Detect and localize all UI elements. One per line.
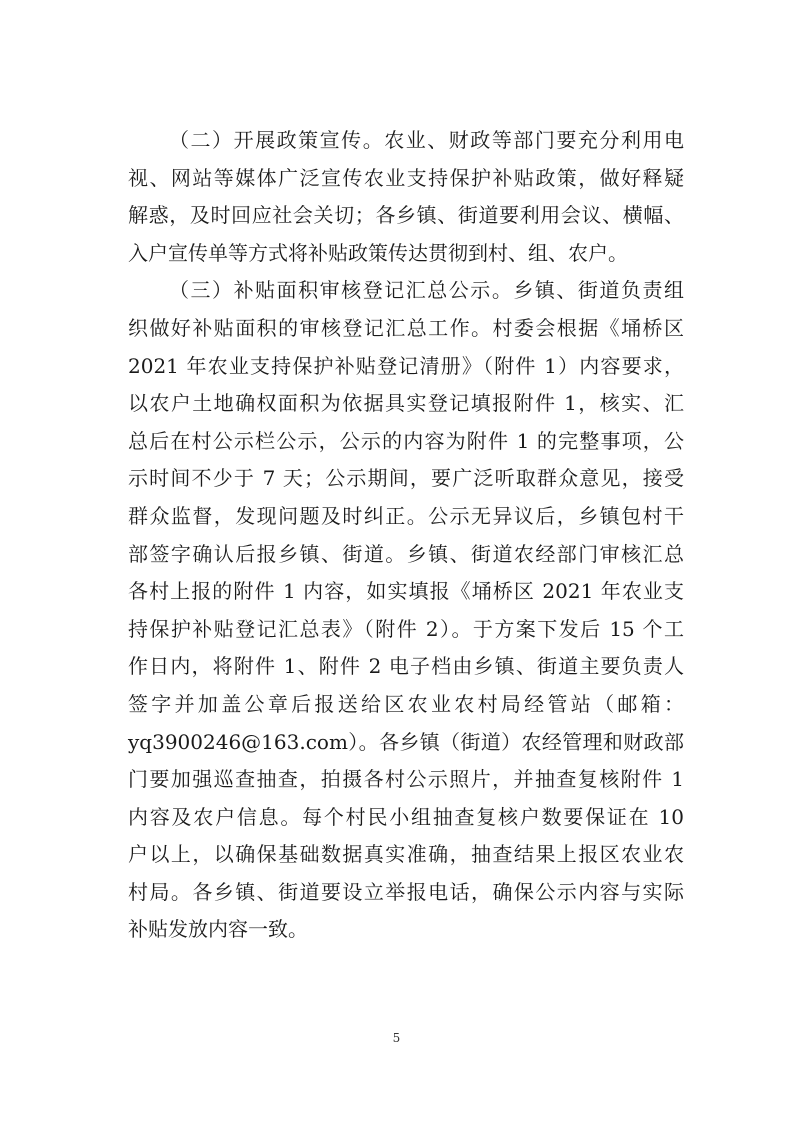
text-line: 各村上报的附件 1 内容，如实填报《埇桥区 2021 年农业支	[128, 579, 684, 604]
text-line: 视、网站等媒体广泛宣传农业支持保护补贴政策，做好释疑	[128, 165, 684, 190]
text-line: 签字并加盖公章后报送给区农业农村局经管站（邮箱：	[128, 691, 684, 716]
text-line: 群众监督，发现问题及时纠正。公示无异议后，乡镇包村干	[128, 503, 684, 528]
text-line: 户以上，以确保基础数据真实准确，抽查结果上报区农业农	[128, 842, 684, 867]
text-line: yq3900246@163.com）。各乡镇（街道）农经管理和财政部	[128, 729, 684, 754]
text-line: 入户宣传单等方式将补贴政策传达贯彻到村、组、农户。	[128, 240, 628, 265]
paragraph-publicity	[128, 122, 684, 272]
page-number: 5	[392, 1031, 401, 1045]
text-line: 持保护补贴登记汇总表》（附件 2）。于方案下发后 15 个工	[128, 616, 684, 641]
text-line: 示时间不少于 7 天；公示期间，要广泛听取群众意见，接受	[128, 466, 684, 491]
text-line: 门要加强巡查抽查，拍摄各村公示照片，并抽查复核附件 1	[128, 767, 684, 792]
text-line: 内容及农户信息。每个村民小组抽查复核户数要保证在 10	[128, 804, 684, 829]
text-line: 织做好补贴面积的审核登记汇总工作。村委会根据《埇桥区	[128, 315, 684, 340]
document-body	[128, 122, 684, 949]
paragraph-subsidy-review	[128, 272, 684, 949]
text-line: 2021 年农业支持保护补贴登记清册》（附件 1）内容要求，	[128, 353, 684, 378]
text-line: 补贴发放内容一致。	[128, 917, 308, 942]
text-line: 部签字确认后报乡镇、街道。乡镇、街道农经部门审核汇总	[128, 541, 684, 566]
text-line: 村局。各乡镇、街道要设立举报电话，确保公示内容与实际	[128, 879, 684, 904]
text-line: （三）补贴面积审核登记汇总公示。乡镇、街道负责组	[169, 278, 684, 303]
text-line: 总后在村公示栏公示，公示的内容为附件 1 的完整事项，公	[128, 428, 684, 453]
text-line: （二）开展政策宣传。农业、财政等部门要充分利用电	[169, 128, 684, 152]
text-line: 作日内，将附件 1、附件 2 电子档由乡镇、街道主要负责人	[128, 654, 684, 679]
text-line: 解惑，及时回应社会关切；各乡镇、街道要利用会议、横幅、	[128, 203, 684, 228]
text-line: 以农户土地确权面积为依据具实登记填报附件 1，核实、汇	[128, 391, 684, 416]
